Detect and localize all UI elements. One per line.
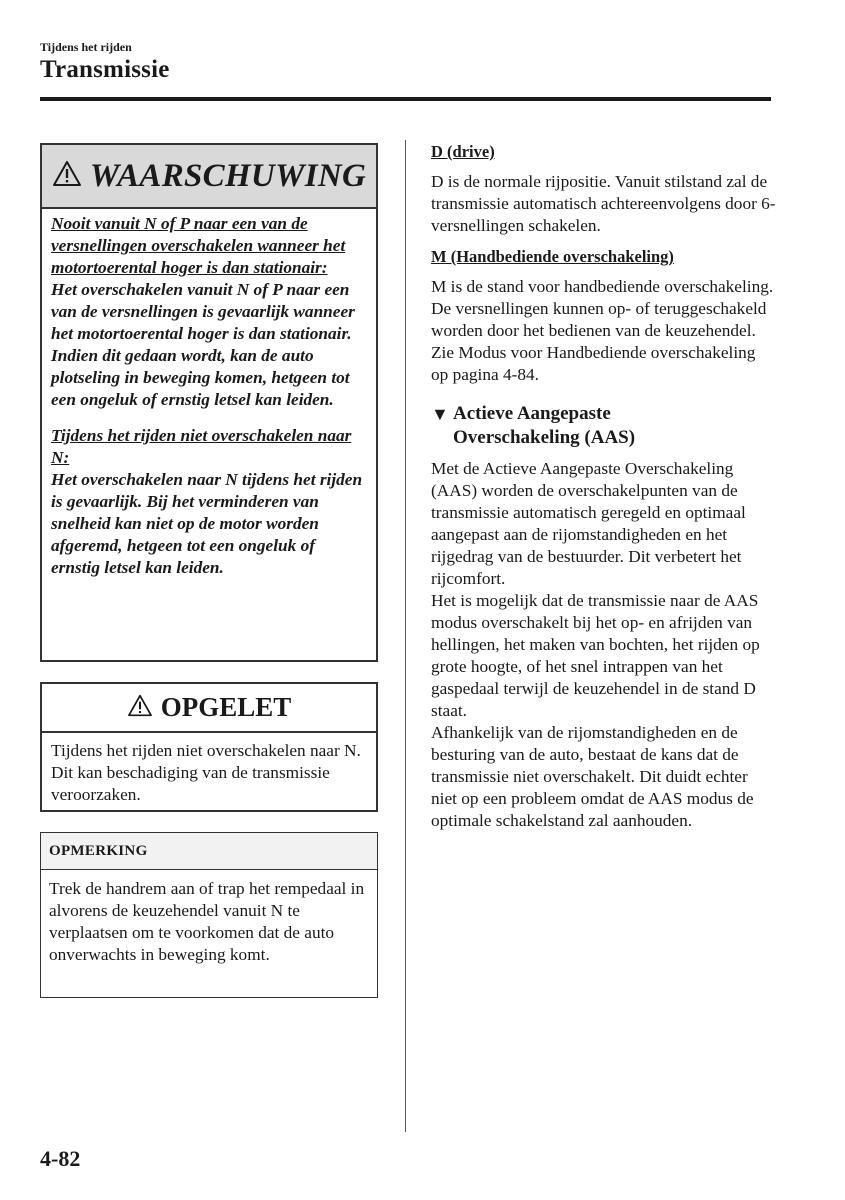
page-number: 4-82 [40, 1146, 81, 1171]
right-column [431, 141, 776, 832]
warning-header [42, 145, 376, 209]
caution-header [42, 684, 376, 733]
note-text: Trek de handrem aan of trap het rempedaal in alvorens de keuzehendel vanuit N te verplaatsen om te voorkomen dat de auto onverwachts in beweging komt. [49, 879, 365, 964]
note-box [40, 832, 378, 998]
m-manual-reference: Zie Modus voor Handbediende overschakeling op pagina 4-84. [431, 343, 756, 384]
d-drive-heading: D (drive) [431, 142, 495, 161]
note-title: OPMERKING [41, 833, 377, 870]
caution-box [40, 682, 378, 812]
warning-item1-heading: Nooit vanuit N of P naar een van de versnellingen overschakelen wanneer het motortoerental hoger is dan stationair: [51, 214, 346, 277]
section-label: Tijdens het rijden [40, 40, 132, 54]
m-manual-text: M is de stand voor handbediende overschakeling. De versnellingen kunnen op- of teruggeschakeld worden door het bedienen van de keuzehendel. [431, 277, 774, 340]
aas-paragraph-3: Afhankelijk van de rijomstandigheden en de besturing van de auto, bestaat de kans dat de transmissie niet overschakelt. Dit duidt echter niet op een probleem omdat de AAS modus de optimale schakelstand zal aanhouden. [431, 723, 754, 830]
warning-box [40, 143, 378, 662]
header-rule [40, 97, 771, 101]
warning-triangle-icon [52, 160, 82, 192]
aas-heading [431, 402, 776, 450]
warning-item2-heading: Tijdens het rijden niet overschakelen naar N: [51, 426, 352, 467]
warning-title: WAARSCHUWING [89, 157, 367, 194]
warning-body [42, 209, 376, 579]
caution-title: OPGELET [160, 692, 292, 722]
caution-text: Tijdens het rijden niet overschakelen naar N. Dit kan beschadiging van de transmissie veroorzaken. [51, 741, 361, 804]
aas-paragraph-2: Het is mogelijk dat de transmissie naar de AAS modus overschakelt bij het op- en afrijden van hellingen, het maken van bochten, het rijden op grote hoogte, of het snel intrappen van het gaspedaal terwijl de keuzehendel in de stand D staat. [431, 591, 760, 720]
column-divider [405, 140, 406, 1132]
warning-item2-text: Het overschakelen naar N tijdens het rijden is gevaarlijk. Bij het verminderen van snelheid kan niet op de motor worden afgeremd, hetgeen tot een ongeluk of ernstig letsel kan leiden. [51, 470, 363, 577]
m-manual-heading: M (Handbediende overschakeling) [431, 247, 674, 266]
aas-heading-line2: Overschakeling (AAS) [453, 427, 636, 448]
warning-triangle-icon [127, 694, 153, 722]
aas-heading-line1: Actieve Aangepaste [453, 403, 611, 424]
aas-paragraph-1: Met de Actieve Aangepaste Overschakeling (AAS) worden de overschakelpunten van de transmissie automatisch geregeld en optimaal aangepast aan de rijomstandigheden en het rijgedrag van de bestuurder. Dit verbetert het rijcomfort. [431, 459, 746, 588]
warning-item1-text: Het overschakelen vanuit N of P naar een van de versnellingen is gevaarlijk wanneer het motortoerental hoger is dan stationair. Indien dit gedaan wordt, kan de auto plotseling in beweging komen, hetgeen tot een ongeluk of ernstig letsel kan leiden. [51, 280, 355, 409]
triangle-down-icon: ▼ [431, 404, 449, 424]
page-title: Transmissie [40, 56, 170, 83]
d-drive-text: D is de normale rijpositie. Vanuit stilstand zal de transmissie automatisch achtereenvolgens door 6-versnellingen schakelen. [431, 172, 776, 235]
